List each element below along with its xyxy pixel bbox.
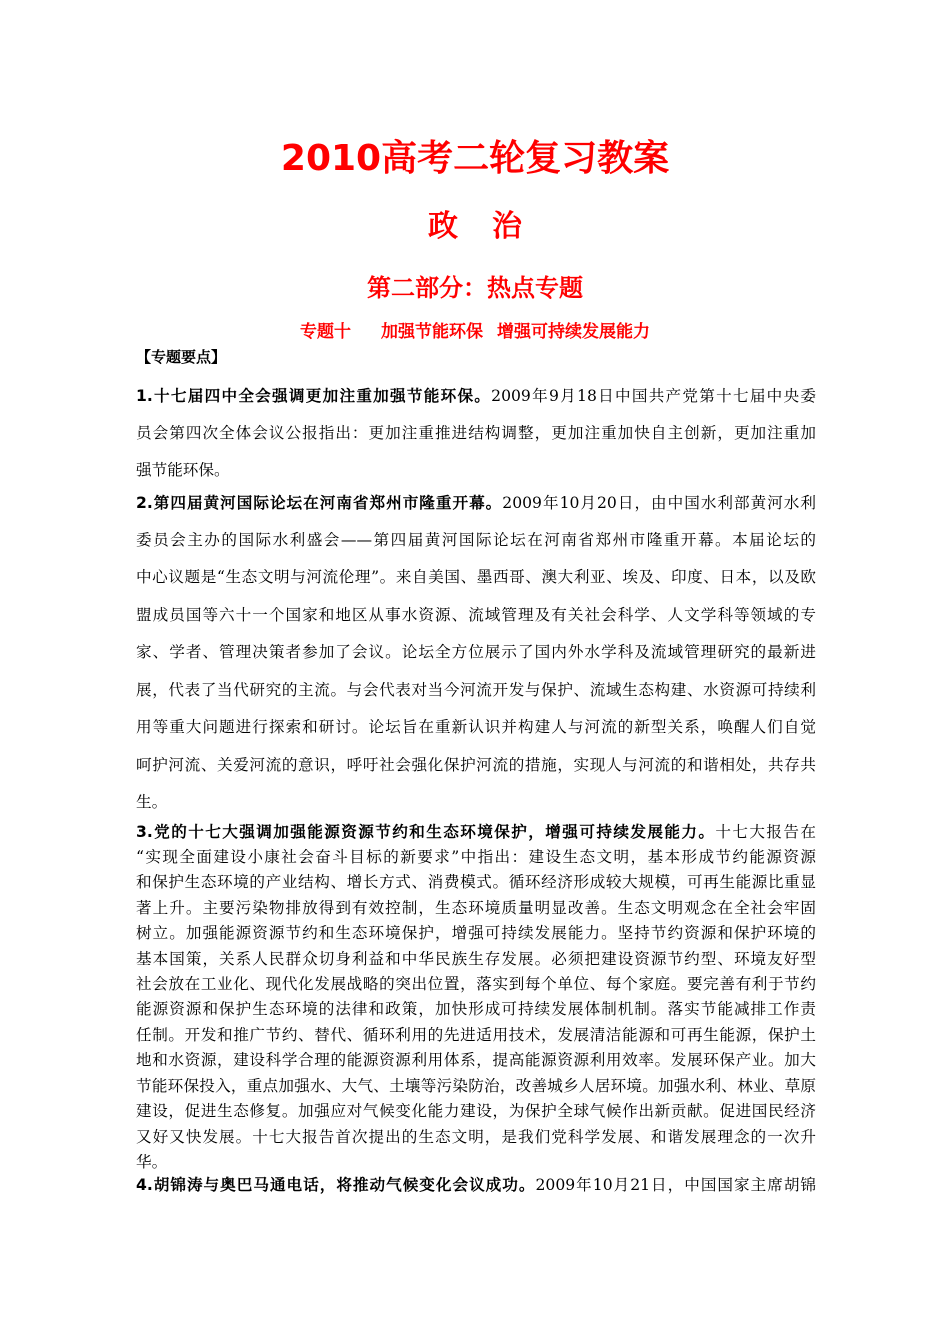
- paragraph-line: 盟成员国等六十一个国家和地区从事水资源、流域管理及有关社会科学、人文学科等领域的专: [136, 606, 816, 624]
- paragraph-line: 委员会主办的国际水利盛会——第四届黄河国际论坛在河南省郑州市隆重开幕。本届论坛的: [136, 531, 816, 549]
- topic-number: 专题十: [300, 322, 351, 342]
- subject-title: 政治: [428, 209, 556, 244]
- paragraph-line: “实现全面建设小康社会奋斗目标的新要求”中指出：建设生态文明，基本形成节约能源资源: [136, 848, 816, 866]
- paragraph-line: 强节能环保。: [136, 461, 230, 479]
- item-lead: 1.十七届四中全会强调更加注重加强节能环保。: [136, 387, 492, 405]
- paragraph-line: 2.第四届黄河国际论坛在河南省郑州市隆重开幕。2009年10月20日，由中国水利部黄河水利: [136, 494, 816, 512]
- paragraph-line: 能源资源和保护生态环境的法律和政策，加快形成可持续发展体制机制。落实节能减排工作责: [136, 1000, 816, 1018]
- paragraph-line: 生。: [136, 793, 168, 811]
- paragraph-line: 节能环保投入，重点加强水、大气、土壤等污染防治，改善城乡人居环境。加强水利、林业、草原: [136, 1077, 816, 1095]
- main-title: 2010高考二轮复习教案: [280, 138, 670, 179]
- paragraph-line: 任制。开发和推广节约、替代、循环利用的先进适用技术，发展清洁能源和可再生能源，保护土: [136, 1026, 816, 1044]
- paragraph-line: 4.胡锦涛与奥巴马通电话，将推动气候变化会议成功。2009年10月21日，中国国家主席胡锦: [136, 1176, 817, 1194]
- paragraph-line: 建设，促进生态修复。加强应对气候变化能力建设，为保护全球气候作出新贡献。促进国民经济: [136, 1102, 816, 1120]
- part-title: 第二部分：热点专题: [367, 274, 583, 302]
- topic-title: [0, 317, 950, 342]
- paragraph-line: 呵护河流、关爱河流的意识，呼吁社会强化保护河流的措施，实现人与河流的和谐相处，共存共: [136, 756, 816, 774]
- paragraph-line: 员会第四次全体会议公报指出：更加注重推进结构调整，更加注重加快自主创新，更加注重加: [136, 424, 816, 442]
- item-lead: 3.党的十七大强调加强能源资源节约和生态环境保护，增强可持续发展能力。: [136, 823, 716, 841]
- paragraph-line: 1.十七届四中全会强调更加注重加强节能环保。2009年9月18日中国共产党第十七届中央委: [136, 387, 816, 405]
- paragraph-line: 3.党的十七大强调加强能源资源节约和生态环境保护，增强可持续发展能力。十七大报告在: [136, 823, 816, 841]
- item-lead: 4.胡锦涛与奥巴马通电话，将推动气候变化会议成功。: [136, 1176, 536, 1194]
- paragraph-line: 基本国策，关系人民群众切身利益和中华民族生存发展。必须把建设资源节约型、环境友好型: [136, 950, 816, 968]
- paragraph-line: 和保护生态环境的产业结构、增长方式、消费模式。循环经济形成较大规模，可再生能源比重显: [136, 873, 816, 891]
- topic-heading-b: 增强可持续发展能力: [497, 322, 650, 342]
- paragraph-line: 展，代表了当代研究的主流。与会代表对当今河流开发与保护、流域生态构建、水资源可持续利: [136, 681, 816, 699]
- paragraph-line: 著上升。主要污染物排放得到有效控制，生态环境质量明显改善。生态文明观念在全社会牢固: [136, 899, 816, 917]
- section-label: 【专题要点】: [136, 348, 227, 366]
- topic-heading-a: 加强节能环保: [381, 322, 483, 342]
- paragraph-line: 用等重大问题进行探索和研讨。论坛旨在重新认识并构建人与河流的新型关系，唤醒人们自觉: [136, 718, 816, 736]
- paragraph-line: 华。: [136, 1153, 168, 1171]
- paragraph-line: 又好又快发展。十七大报告首次提出的生态文明，是我们党科学发展、和谐发展理念的一次升: [136, 1128, 816, 1146]
- item-lead: 2.第四届黄河国际论坛在河南省郑州市隆重开幕。: [136, 494, 503, 512]
- paragraph-line: 家、学者、管理决策者参加了会议。论坛全方位展示了国内外水学科及流域管理研究的最新进: [136, 643, 816, 661]
- paragraph-line: 中心议题是“生态文明与河流伦理”。来自美国、墨西哥、澳大利亚、埃及、印度、日本，以及欧: [136, 568, 816, 586]
- paragraph-line: 树立。加强能源资源节约和生态环境保护，增强可持续发展能力。坚持节约资源和保护环境的: [136, 924, 816, 942]
- paragraph-line: 地和水资源，建设科学合理的能源资源利用体系，提高能源资源利用效率。发展环保产业。加大: [136, 1051, 816, 1069]
- paragraph-line: 社会放在工业化、现代化发展战略的突出位置，落实到每个单位、每个家庭。要完善有利于节约: [136, 975, 816, 993]
